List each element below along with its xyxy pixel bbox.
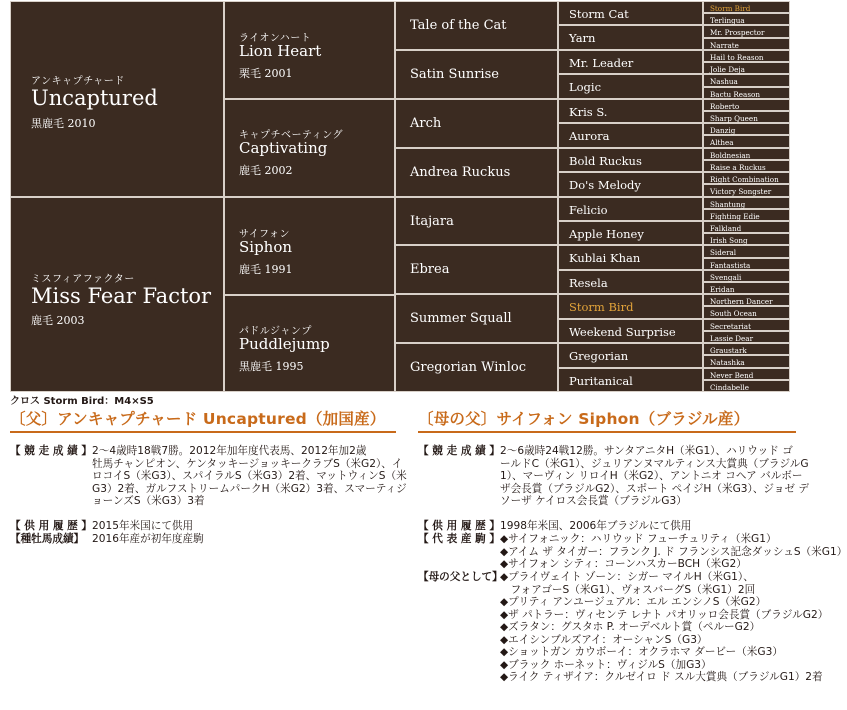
gen5-horse-name: Nashua [710, 77, 738, 86]
pedigree-g5-24 [703, 294, 790, 306]
race-record-line: 牡馬チャンピオン、ケンタッキージョッキークラブS（米G2）、イ [92, 457, 403, 470]
pedigree-chart [10, 1, 790, 392]
gen5-horse-name: Sideral [710, 248, 737, 257]
pedigree-g5-7 [703, 87, 790, 99]
gen5-horse-name: Cindabelle [710, 383, 750, 392]
dam-sire-section-title: 〔母の父〕サイフォン Siphon（ブラジル産） [418, 410, 750, 428]
gen4-horse-name: Do's Melody [569, 178, 641, 192]
pedigree-g5-1 [703, 13, 790, 25]
pedigree-g5-4 [703, 50, 790, 62]
gen5-horse-name: Raise a Ruckus [710, 163, 766, 172]
pedigree-g4-7 [558, 172, 703, 197]
stallion-record-label: 【種牡馬成績】 [10, 533, 85, 545]
gen5-horse-name: Northern Dancer [710, 297, 773, 306]
offspring-item: ◆サイフォニック：ハリウッド フューチュリティ（米G1） [500, 533, 777, 545]
gen5-horse-name: Storm Bird [710, 4, 751, 13]
gen3-horse-name: Arch [410, 116, 442, 131]
pedigree-g5-8 [703, 99, 790, 111]
pedigree-g3-6 [395, 294, 558, 343]
pedigree-g5-3 [703, 38, 790, 50]
gen5-horse-name: Narrate [710, 41, 739, 50]
as-dam-sire-list [500, 571, 828, 684]
race-record-line: ロコイS（米G3）、スパイラルS（米G3）2着、マットウィンS（米 [92, 470, 407, 482]
gen5-horse-name: Svengali [710, 273, 742, 282]
pedigree-g5-10 [703, 123, 790, 135]
pedigree-g5-13 [703, 160, 790, 172]
pedigree-g4-13 [558, 319, 703, 343]
gen5-horse-name: Boldnesian [710, 151, 751, 160]
gen4-horse-name: Storm Cat [569, 7, 629, 21]
pedigree-g4-12 [558, 294, 703, 319]
race-record-line: ザ会長賞（ブラジルG2）、スポート ペイジH（米G3）、ジョゼ デ [500, 482, 809, 495]
g2-info: 鹿毛 1991 [239, 263, 293, 276]
dam-sire-offspring-item: ◆ザ パトラー：ヴィセンテ レナト パオリッロ会長賞（ブラジルG2） [500, 608, 829, 621]
pedigree-dam [10, 197, 224, 392]
gen4-horse-name: Felicio [569, 203, 608, 217]
dam-sire-offspring-item: ◆ショットガン カウボーイ：オクラホマ ダービー（米G3） [500, 646, 783, 658]
pedigree-g4-14 [558, 343, 703, 368]
dam-sire-offspring-item: ◆プライヴェイト ゾーン：シガー マイルH（米G1）、 [500, 571, 754, 583]
gen5-horse-name: South Ocean [710, 309, 757, 318]
race-record-line: ョーンズS（米G3）3着 [92, 495, 205, 507]
race-record-label: 【 競 走 成 績 】 [418, 445, 501, 457]
pedigree-g4-5 [558, 123, 703, 148]
gen4-horse-name: Bold Ruckus [569, 154, 642, 168]
pedigree-g5-19 [703, 233, 790, 245]
sire-section-title: 〔父〕アンキャプチャード Uncaptured（加国産） [10, 410, 386, 428]
gen5-horse-name: Hail to Reason [710, 53, 764, 62]
pedigree-g2-1 [224, 99, 395, 197]
gen5-horse-name: Natashka [710, 358, 745, 367]
gen3-horse-name: Andrea Ruckus [410, 165, 511, 180]
g2-name: Siphon [239, 238, 293, 256]
pedigree-g5-29 [703, 355, 790, 368]
pedigree-g4-6 [558, 148, 703, 172]
race-record-line: 2～4歳時18戦7勝。2012年加年度代表馬、2012年加2歳 [92, 445, 367, 457]
g2-name: Captivating [239, 139, 328, 157]
g2-name: Puddlejump [239, 335, 330, 353]
pedigree-g3-4 [395, 197, 558, 245]
gen4-horse-name: Mr. Leader [569, 56, 634, 70]
pedigree-g5-30 [703, 368, 790, 380]
race-record-line: G3）2着、ガルフストリームパークH（米G2）3着、スマーティジ [92, 482, 407, 495]
gen5-horse-name: Sharp Queen [710, 114, 758, 123]
gen3-horse-name: Gregorian Winloc [410, 360, 526, 375]
gen5-horse-name: Fighting Edie [710, 212, 760, 221]
pedigree-g5-26 [703, 319, 790, 331]
gen4-horse-name: Kris S. [569, 105, 608, 119]
gen4-horse-name: Aurora [569, 129, 610, 143]
race-record-text [92, 445, 407, 508]
gen3-horse-name: Itajara [410, 214, 454, 229]
pedigree-g4-1 [558, 25, 703, 50]
g2-kana: パドルジャンプ [239, 326, 312, 337]
pedigree-g5-28 [703, 343, 790, 355]
pedigree-g5-2 [703, 25, 790, 38]
race-record-line: 1）、マーヴィン リロイH（米G2）、アントニオ コヘア バルボー [500, 470, 803, 482]
pedigree-g5-31 [703, 380, 790, 392]
g2-info: 栗毛 2001 [239, 67, 293, 80]
stud-history-text: 2015年米国にて供用 [92, 520, 194, 532]
gen4-horse-name: Gregorian [569, 349, 629, 363]
pedigree-g5-16 [703, 197, 790, 209]
dam-name: Miss Fear Factor [31, 284, 212, 308]
pedigree-g4-2 [558, 50, 703, 74]
pedigree-g3-0 [395, 1, 558, 50]
gen4-horse-name: Apple Honey [569, 227, 644, 241]
pedigree-g4-9 [558, 221, 703, 245]
notable-offspring-list [500, 533, 847, 571]
gen4-horse-name: Storm Bird [569, 300, 634, 314]
pedigree-g4-8 [558, 197, 703, 221]
as-dam-sire-label: 【母の父として】 [418, 571, 503, 583]
stud-history-label: 【 供 用 履 歴 】 [10, 520, 93, 532]
pedigree-g5-27 [703, 331, 790, 343]
pedigree-g3-2 [395, 99, 558, 148]
offspring-item: ◆アイム ザ タイガー：フランク J. ド フランシス記念ダッシュS（米G1） [500, 545, 847, 558]
race-record-label: 【 競 走 成 績 】 [10, 445, 93, 457]
pedigree-g5-15 [703, 184, 790, 197]
pedigree-g3-7 [395, 343, 558, 392]
gen3-horse-name: Satin Sunrise [410, 67, 499, 82]
pedigree-g5-25 [703, 306, 790, 319]
race-record-line: 2～6歳時24戦12勝。サンタアニタH（米G1）、ハリウッド ゴ [500, 445, 793, 457]
gen4-horse-name: Resela [569, 276, 608, 290]
pedigree-g3-5 [395, 245, 558, 294]
gen4-horse-name: Puritanical [569, 374, 633, 388]
pedigree-g2-3 [224, 295, 395, 392]
dam-sire-offspring-item: ◆ライク ティザイア：クルゼイロ ド スル大賞典（ブラジルG1）2着 [500, 671, 823, 683]
gen5-horse-name: Mr. Prospector [710, 28, 765, 37]
sire-title-rule [10, 431, 396, 433]
gen5-horse-name: Jolie Deja [710, 65, 745, 74]
gen5-horse-name: Roberto [710, 102, 740, 111]
pedigree-g2-2 [224, 197, 395, 295]
pedigree-g2-0 [224, 1, 395, 99]
race-record-text [500, 445, 809, 508]
sire-kana: アンキャプチャード [31, 76, 125, 87]
gen4-horse-name: Yarn [569, 31, 596, 45]
g2-info: 鹿毛 2002 [239, 164, 293, 177]
gen5-horse-name: Falkland [710, 224, 742, 233]
pedigree-g5-21 [703, 258, 790, 270]
pedigree-g4-15 [558, 368, 703, 392]
gen5-horse-name: Althea [710, 138, 734, 147]
pedigree-g5-5 [703, 62, 790, 74]
sire-info: 黒鹿毛 2010 [31, 117, 96, 130]
g2-info: 黒鹿毛 1995 [239, 360, 304, 373]
gen5-horse-name: Right Combination [710, 175, 779, 184]
dam-info: 鹿毛 2003 [31, 314, 85, 327]
dam-sire-offspring-item: ◆ブラック ホーネット：ヴィジルS（加G3） [500, 658, 712, 671]
pedigree-g5-20 [703, 245, 790, 258]
pedigree-g5-0 [703, 1, 790, 13]
gen5-horse-name: Lassie Dear [710, 334, 754, 343]
g2-kana: キャプチベーティング [239, 130, 343, 141]
gen5-horse-name: Danzig [710, 126, 736, 135]
pedigree-g5-18 [703, 221, 790, 233]
gen3-horse-name: Ebrea [410, 262, 450, 277]
pedigree-g5-11 [703, 135, 790, 148]
gen3-horse-name: Summer Squall [410, 311, 512, 326]
pedigree-g3-3 [395, 148, 558, 197]
gen5-horse-name: Eridan [710, 285, 735, 294]
gen4-horse-name: Kublai Khan [569, 251, 641, 265]
inbreeding-note: クロス Storm Bird：M4×S5 [10, 396, 154, 407]
dam-sire-offspring-item: フォアゴーS（米G1）、ヴォスバーグS（米G1）2回 [500, 583, 756, 596]
g2-kana: ライオンハート [239, 33, 312, 44]
dam-sire-offspring-item: ◆プリティ アンユージュアル：エル エンシノS（米G2） [500, 596, 767, 608]
stallion-record-text: 2016年産が初年度産駒 [92, 533, 204, 545]
pedigree-g4-0 [558, 1, 703, 25]
pedigree-g5-12 [703, 148, 790, 160]
offspring-item: ◆サイフォン シティ：コーンハスカーBCH（米G2） [500, 558, 747, 570]
dam-sire-offspring-item: ◆ズラタン：グスタホ P. オーデベルト賞（ペルーG2） [500, 621, 761, 633]
dam-sire-details [418, 445, 847, 707]
sire-name: Uncaptured [31, 86, 158, 110]
gen4-horse-name: Logic [569, 80, 602, 94]
pedigree-sire [10, 1, 224, 197]
gen5-horse-name: Graustark [710, 346, 747, 355]
gen5-horse-name: Fantastista [710, 261, 751, 270]
pedigree-g4-4 [558, 99, 703, 123]
g2-kana: サイフォン [239, 229, 290, 240]
notable-offspring-label: 【 代 表 産 駒 】 [418, 533, 501, 545]
gen5-horse-name: Terlingua [710, 16, 745, 25]
gen3-horse-name: Tale of the Cat [410, 18, 507, 33]
pedigree-g5-23 [703, 282, 790, 294]
gen5-horse-name: Victory Songster [710, 187, 772, 196]
gen5-horse-name: Never Bend [710, 371, 754, 380]
pedigree-g5-9 [703, 111, 790, 123]
g2-name: Lion Heart [239, 42, 322, 60]
race-record-line: ソーザ ケイロス会長賞（ブラジルG3） [500, 495, 687, 507]
pedigree-g5-22 [703, 270, 790, 282]
gen5-horse-name: Irish Song [710, 236, 748, 245]
dam-sire-offspring-item: ◆エイシンブルズアイ：オーシャンS（G3） [500, 633, 708, 646]
gen5-horse-name: Secretariat [710, 322, 751, 331]
pedigree-g3-1 [395, 50, 558, 99]
stud-history-label: 【 供 用 履 歴 】 [418, 520, 501, 532]
pedigree-g4-3 [558, 74, 703, 99]
gen5-horse-name: Bactu Reason [710, 90, 760, 99]
race-record-line: ールドC（米G1）、ジュリアンヌマルティンス大賞典（ブラジルG [500, 457, 809, 470]
gen5-horse-name: Shantung [710, 200, 746, 209]
pedigree-g5-14 [703, 172, 790, 184]
pedigree-g4-11 [558, 270, 703, 294]
pedigree-g4-10 [558, 245, 703, 270]
pedigree-g5-17 [703, 209, 790, 221]
stud-history-text: 1998年米国、2006年ブラジルにて供用 [500, 520, 692, 532]
pedigree-g5-6 [703, 74, 790, 87]
gen4-horse-name: Weekend Surprise [569, 325, 676, 339]
dam-sire-title-rule [418, 431, 796, 433]
sire-details [10, 445, 407, 555]
dam-kana: ミスフィアファクター [31, 274, 135, 285]
